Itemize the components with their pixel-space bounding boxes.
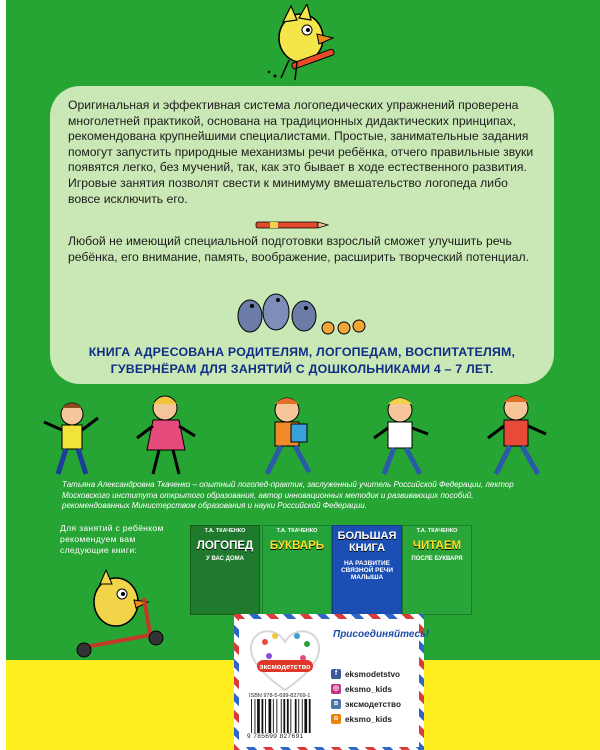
isbn-label: ISBN 978-5-699-82769-1 [249,693,311,699]
book-title: БОЛЬШАЯ КНИГА [337,530,397,554]
child-illustration [131,392,201,478]
social-label: eksmo_kids [345,714,392,724]
bird-on-scooter-illustration [60,568,178,660]
facebook-icon: f [331,669,341,679]
brand-label: эксмодетство [259,662,311,671]
book-cover[interactable] [262,525,332,615]
book-cover[interactable] [402,525,472,615]
audience-line-2: ГУВЕРНЁРАМ ДЛЯ ЗАНЯТИЙ С ДОШКОЛЬНИКАМИ 4 – 7 ЛЕТ. [110,362,494,376]
social-link[interactable] [331,712,421,726]
heart-logo [245,624,325,694]
social-links [331,667,421,727]
barcode-number: 9 785699 827691 [247,733,304,740]
pen-icon [250,218,330,232]
book-author: Т.А. ТКАЧЕНКО [416,528,458,534]
social-link[interactable] [331,682,421,696]
description-panel [50,86,554,384]
social-link[interactable] [331,697,421,711]
book-subtitle: ПОСЛЕ БУКВАРЯ [411,556,463,562]
book-subtitle: У ВАС ДОМА [206,556,244,562]
social-label: эксмодетство [345,699,401,709]
recommendation-text: Для занятий с ребёнком рекомендуем вам следующие книги: [60,523,164,555]
book-author: Т.А. ТКАЧЕНКО [276,528,318,534]
child-illustration [251,394,323,478]
child-illustration [476,392,556,478]
social-label: eksmodetstvo [345,669,401,679]
child-illustration [366,394,438,478]
vk-icon: в [331,699,341,709]
book-title: ЛОГОПЕД [196,540,254,552]
child-illustration [36,398,106,478]
book-author: Т.А. ТКАЧЕНКО [204,528,246,534]
book-subtitle: НА РАЗВИТИЕ СВЯЗНОЙ РЕЧИ МАЛЫША [340,560,394,581]
barcode-icon [249,699,321,733]
book-cover[interactable] [190,525,260,615]
publisher-stamp [234,614,430,750]
audience-line-1: КНИГА АДРЕСОВАНА РОДИТЕЛЯМ, ЛОГОПЕДАМ, ВОСПИТАТЕЛЯМ, [88,345,516,359]
book-cover[interactable] [332,525,402,615]
children-illustration-row [6,390,600,480]
bird-with-pen-illustration [261,4,341,82]
join-us-label: Присоединяйтесь! [333,629,430,640]
target-audience [60,344,544,378]
social-link[interactable] [331,667,421,681]
author-bio: Татьяна Александровна Ткаченко – опытный логопед-практик, заслуженный учитель Российской Федерации, лектор Московского института открытого образования, автор инновационных методик и развивающих пособий, рекомендованных Министерством образования и науки Российской Федерации. [62,480,514,510]
birds-illustration [232,286,372,340]
book-title: БУКВАРЬ [269,540,325,552]
social-label: eksmo_kids [345,684,392,694]
benefit-paragraph: Любой не имеющий специальной подготовки взрослый сможет улучшить речь ребёнка, его внимание, память, воображение, расширить творческий потенциал. [68,234,529,264]
ok-icon: о [331,714,341,724]
description-paragraph: Оригинальная и эффективная система логопедических упражнений проверена многолетней практикой, основана на традиционных дидактических принципах, рекомендована крупнейшими специалистами. Простые, занимательные задания помогут запустить природные механизмы речи ребёнка, отчего правильные звуки появятся легко, без мучений, так, как это бывает в ходе естественного развития. Игровые занятия позволят свести к минимуму вмешательство логопеда либо вовсе исключить его. [68,98,534,206]
book-title: ЧИТАЕМ [412,540,462,552]
instagram-icon: ◎ [332,685,340,692]
book-back-cover [6,0,600,750]
